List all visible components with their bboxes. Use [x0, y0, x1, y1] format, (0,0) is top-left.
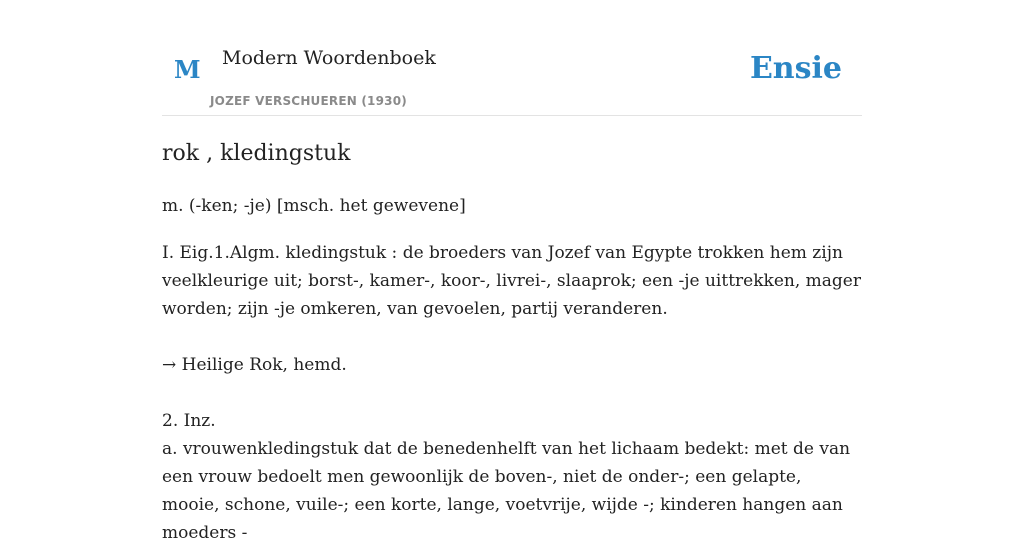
- header: [162, 0, 862, 116]
- ensie-logo[interactable]: Ensie: [749, 51, 842, 86]
- sense-2a: a. vrouwenkledingstuk dat de benedenhelft van het lichaam bedekt: met de van een vrouw bedoelt men gewoonlijk de boven-, niet de onder-; een gelapte, mooie, schone, vuile-; een korte, lange, voetvrije, wijde -; kinderen hangen aan moeders -: [162, 439, 851, 543]
- sense-1: I. Eig.1.Algm. kledingstuk : de broeders van Jozef van Egypte trokken hem zijn veelkleurige uit; borst-, kamer-, koor-, livrei-, slaaprok; een -je uittrekken, mager worden; zijn -je omkeren, van gevoelen, partij veranderen.: [162, 243, 861, 319]
- see-also-line: → Heilige Rok, hemd.: [162, 355, 347, 375]
- definition-body: [162, 239, 862, 547]
- sense-2-heading: 2. Inz.: [162, 411, 216, 431]
- book-title[interactable]: Modern Woordenboek: [222, 47, 436, 69]
- spacer: [162, 379, 862, 407]
- book-author: JOZEF VERSCHUEREN (1930): [210, 94, 407, 108]
- grammar-line: m. (-ken; -je) [msch. het gewevene]: [162, 196, 466, 216]
- entry-title: rok , kledingstuk: [162, 141, 351, 166]
- page: [162, 0, 862, 543]
- spacer: [162, 323, 862, 351]
- book-logo[interactable]: M: [174, 55, 201, 84]
